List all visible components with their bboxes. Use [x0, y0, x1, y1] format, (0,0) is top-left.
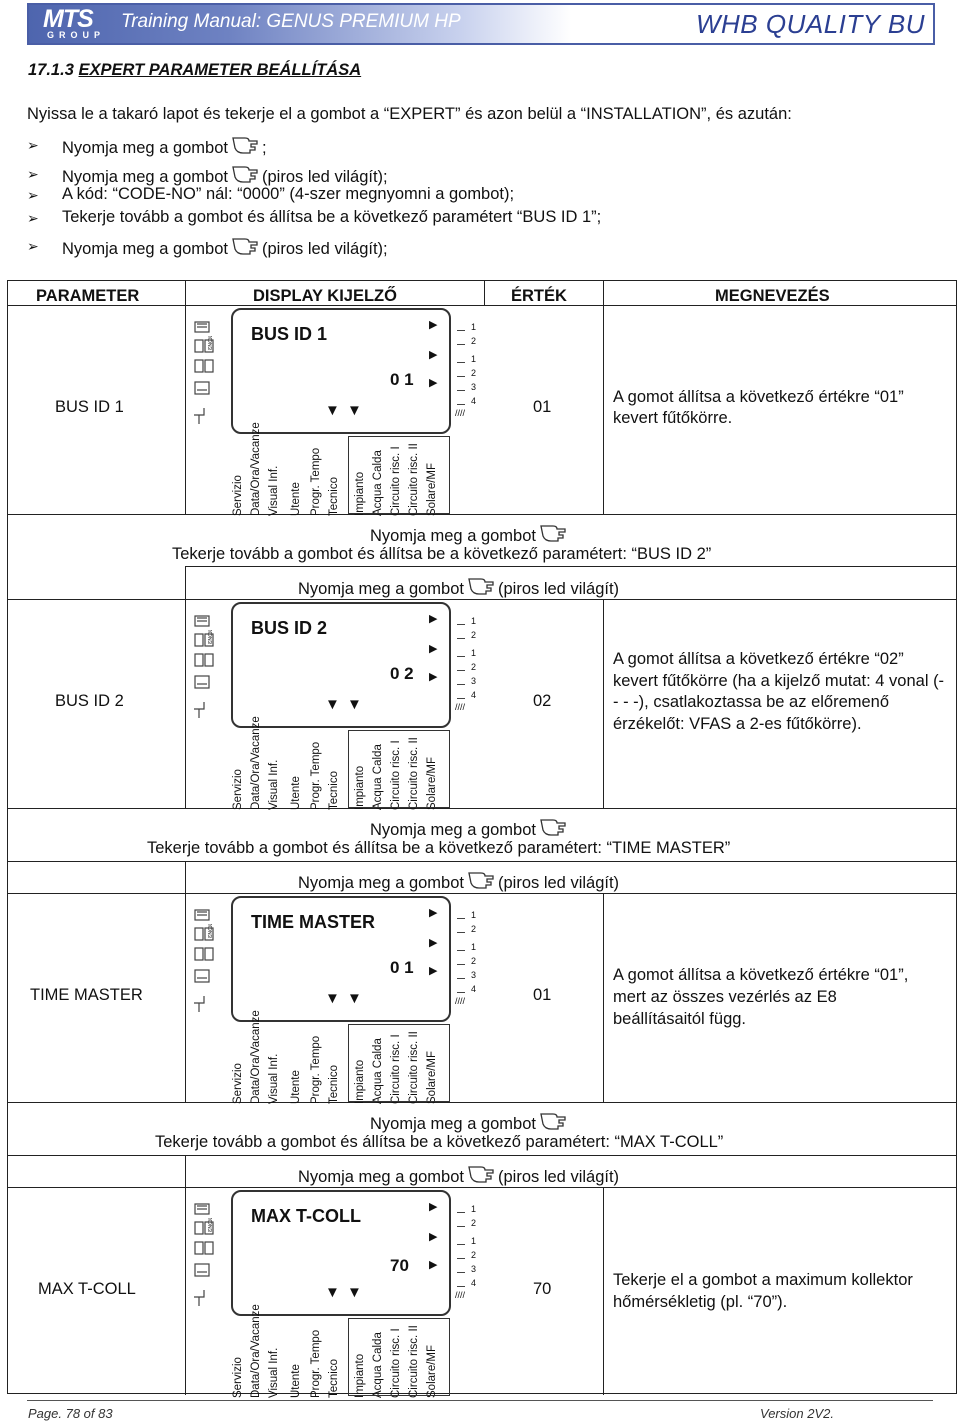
lcd-title: BUS ID 2 [251, 618, 328, 638]
menu-label: Progr. Tempo [310, 1329, 322, 1398]
indicator-label: 4 [471, 1278, 477, 1288]
svg-text:ɛɴɷɩ: ɛɴɷɩ [207, 923, 214, 938]
menu-label: Utente [290, 1070, 302, 1104]
indicator-mark [457, 324, 465, 331]
indicator-label: 3 [471, 676, 477, 686]
menu-label: Acqua Calda [372, 1332, 384, 1398]
panel-left-icons [192, 908, 222, 1018]
down-triangle-icon: ▼ [325, 990, 340, 1007]
menu-label: Solare/MF [426, 462, 438, 516]
menu-label: Data/Ora/Vacanze [250, 1010, 262, 1104]
menu-label: Tecnico [328, 771, 340, 810]
bullet-icon: ➢ [27, 238, 39, 254]
indicator-mark [457, 692, 465, 699]
indicator-mark [457, 384, 465, 391]
section-heading [28, 61, 361, 80]
down-triangle-icon: ▼ [347, 696, 362, 713]
bullet-icon: ➢ [27, 210, 39, 226]
footer-rule [27, 1400, 933, 1401]
bullet-icon: ➢ [27, 166, 39, 182]
menu-label: Solare/MF [426, 1344, 438, 1398]
indicator-mark [457, 1220, 465, 1227]
lcd-screen [231, 602, 451, 728]
lcd-title: BUS ID 1 [251, 324, 328, 344]
indicator-mark [457, 1266, 465, 1273]
panel-right-indicators [451, 902, 485, 1012]
menu-label: Acqua Calda [372, 1038, 384, 1104]
menu-label: Tecnico [328, 477, 340, 516]
footer-version: Version 2V2. [760, 1406, 834, 1421]
hand-press-icon [539, 1111, 567, 1133]
lcd-value: 0 1 [390, 370, 414, 389]
indicator-mark [457, 1206, 465, 1213]
menu-label: Acqua Calda [372, 450, 384, 516]
instruction-press: Nyomja meg a gombot [370, 1111, 570, 1134]
down-triangle-icon: ▼ [325, 696, 340, 713]
indicator-mark [457, 972, 465, 979]
right-arrow-icon: ▶ [429, 319, 438, 331]
menu-label: Impianto [354, 471, 366, 516]
display-panel [188, 306, 488, 516]
hatch-icon: //// [455, 996, 466, 1006]
indicator-label: 3 [471, 970, 477, 980]
menu-label: Circuito risc. II [408, 443, 420, 516]
right-arrow-icon: ▶ [429, 937, 438, 949]
right-arrow-icon: ▶ [429, 643, 438, 655]
col-header-description: MEGNEVEZÉS [715, 287, 830, 305]
down-triangle-icon: ▼ [347, 1284, 362, 1301]
menu-label: Tecnico [328, 1359, 340, 1398]
lcd-screen [231, 896, 451, 1022]
menu-label: Data/Ora/Vacanze [250, 716, 262, 810]
instruction-press: Nyomja meg a gombot [370, 817, 570, 840]
instruction-turn: Tekerje tovább a gombot és állítsa be a következő paramétert: “BUS ID 2” [172, 545, 712, 563]
menu-frame [348, 436, 450, 514]
indicator-mark [457, 926, 465, 933]
instruction-press-led: Nyomja meg a gombot (piros led világít) [298, 1164, 619, 1187]
indicator-label: 3 [471, 382, 477, 392]
indicator-label: 4 [471, 690, 477, 700]
menu-label: Circuito risc. II [408, 737, 420, 810]
param-value: 02 [533, 692, 552, 710]
menu-label: Utente [290, 1364, 302, 1398]
indicator-label: 1 [471, 942, 477, 952]
param-name: BUS ID 2 [55, 692, 124, 710]
col-header-parameter: PARAMETER [36, 287, 140, 305]
param-value: 70 [533, 1280, 552, 1298]
menu-label: Servizio [232, 1063, 244, 1104]
menu-label: Circuito risc. II [408, 1031, 420, 1104]
param-name: BUS ID 1 [55, 398, 124, 416]
hatch-icon: //// [455, 702, 466, 712]
col-header-value: ÉRTÉK [511, 287, 567, 305]
svg-text:ɛɴɷɩ: ɛɴɷɩ [207, 629, 214, 644]
hand-press-icon [467, 576, 495, 598]
param-description: A gomot állítsa a következő értékre “01”, mert az összes vezérlés az E8 beállításaitól függ. [613, 966, 909, 1028]
panel-right-indicators [451, 1196, 485, 1306]
bullet-icon: ➢ [27, 187, 39, 203]
menu-label: Utente [290, 776, 302, 810]
menu-label: Circuito risc. I [390, 446, 402, 516]
lcd-value: 0 2 [390, 664, 414, 683]
indicator-label: 1 [471, 1204, 477, 1214]
indicator-mark [457, 398, 465, 405]
hand-press-icon [467, 870, 495, 892]
lcd-value: 70 [390, 1256, 409, 1275]
indicator-label: 2 [471, 1218, 477, 1228]
menu-label: Progr. Tempo [310, 741, 322, 810]
menu-label: Progr. Tempo [310, 1035, 322, 1104]
section-title: EXPERT PARAMETER BEÁLLÍTÁSA [78, 61, 362, 79]
indicator-label: 1 [471, 322, 477, 332]
svg-text:ɛɴɷɩ: ɛɴɷɩ [207, 1217, 214, 1232]
header-title: Training Manual: GENUS PREMIUM HP [121, 11, 461, 32]
indicator-mark [457, 618, 465, 625]
footer-page-number: Page. 78 of 83 [28, 1406, 113, 1421]
menu-label: Visual Inf. [268, 465, 280, 516]
param-description: A gomot állítsa a következő értékre “01” kevert fűtőkörre. [613, 388, 904, 427]
menu-label: Data/Ora/Vacanze [250, 422, 262, 516]
indicator-mark [457, 912, 465, 919]
display-panel [188, 894, 488, 1104]
menu-label: Solare/MF [426, 1050, 438, 1104]
indicator-label: 1 [471, 1236, 477, 1246]
indicator-mark [457, 1280, 465, 1287]
right-arrow-icon: ▶ [429, 377, 438, 389]
lcd-screen [231, 308, 451, 434]
hand-press-icon [231, 164, 259, 186]
indicator-label: 3 [471, 1264, 477, 1274]
menu-label: Visual Inf. [268, 1347, 280, 1398]
indicator-mark [457, 338, 465, 345]
lcd-screen [231, 1190, 451, 1316]
menu-label: Servizio [232, 769, 244, 810]
indicator-label: 4 [471, 984, 477, 994]
right-arrow-icon: ▶ [429, 349, 438, 361]
bullet-icon: ➢ [27, 137, 39, 153]
down-triangle-icon: ▼ [347, 402, 362, 419]
step-1: Nyomja meg a gombot ; [62, 135, 267, 158]
right-arrow-icon: ▶ [429, 965, 438, 977]
right-arrow-icon: ▶ [429, 1259, 438, 1271]
param-description: A gomot állítsa a következő értékre “02” kevert fűtőkörre (ha a kijelző mutat: 4 vonal (- - - -), csatlakoztassa be az előremenő érzékelőt: VFAS a 2-es fűtőkörre). [613, 650, 945, 733]
menu-frame [348, 730, 450, 808]
step-3: A kód: “CODE-NO” nál: “0000” (4-szer megnyomni a gombot); [62, 185, 515, 203]
indicator-label: 1 [471, 616, 477, 626]
instruction-press-led: Nyomja meg a gombot (piros led világít) [298, 576, 619, 599]
hatch-icon: //// [455, 408, 466, 418]
instruction-press: Nyomja meg a gombot [370, 523, 570, 546]
indicator-mark [457, 944, 465, 951]
hand-press-icon [539, 523, 567, 545]
right-arrow-icon: ▶ [429, 907, 438, 919]
indicator-label: 2 [471, 1250, 477, 1260]
down-triangle-icon: ▼ [325, 402, 340, 419]
indicator-label: 2 [471, 956, 477, 966]
menu-label: Progr. Tempo [310, 447, 322, 516]
indicator-mark [457, 1238, 465, 1245]
col-header-display: DISPLAY KIJELZŐ [253, 287, 397, 305]
right-arrow-icon: ▶ [429, 1231, 438, 1243]
menu-label: Circuito risc. II [408, 1325, 420, 1398]
down-triangle-icon: ▼ [347, 990, 362, 1007]
svg-text:ɛɴɷɩ: ɛɴɷɩ [207, 335, 214, 350]
indicator-label: 1 [471, 910, 477, 920]
indicator-label: 1 [471, 648, 477, 658]
menu-label: Solare/MF [426, 756, 438, 810]
instruction-press-led: Nyomja meg a gombot (piros led világít) [298, 870, 619, 893]
right-arrow-icon: ▶ [429, 1201, 438, 1213]
panel-left-icons [192, 1202, 222, 1312]
hatch-icon: //// [455, 1290, 466, 1300]
step-4: Tekerje tovább a gombot és állítsa be a következő paramétert “BUS ID 1”; [62, 208, 602, 226]
indicator-label: 4 [471, 396, 477, 406]
right-arrow-icon: ▶ [429, 671, 438, 683]
step-5: Nyomja meg a gombot (piros led világít); [62, 236, 388, 259]
param-value: 01 [533, 398, 552, 416]
hand-press-icon [467, 1164, 495, 1186]
lcd-title: MAX T-COLL [251, 1206, 361, 1226]
lcd-value: 0 1 [390, 958, 414, 977]
menu-label: Impianto [354, 1059, 366, 1104]
panel-right-indicators [451, 314, 485, 424]
page-header [27, 3, 935, 45]
menu-label: Impianto [354, 765, 366, 810]
indicator-mark [457, 678, 465, 685]
display-panel [188, 1188, 488, 1398]
menu-label: Tecnico [328, 1065, 340, 1104]
company-logo: MTS GROUP [43, 5, 106, 40]
lcd-title: TIME MASTER [251, 912, 375, 932]
panel-left-icons [192, 320, 222, 430]
menu-label: Circuito risc. I [390, 740, 402, 810]
menu-label: Servizio [232, 1357, 244, 1398]
indicator-mark [457, 370, 465, 377]
panel-left-icons [192, 614, 222, 724]
instruction-turn: Tekerje tovább a gombot és állítsa be a következő paramétert: “TIME MASTER” [147, 839, 731, 857]
hand-press-icon [231, 135, 259, 157]
menu-frame [348, 1024, 450, 1102]
menu-label: Visual Inf. [268, 1053, 280, 1104]
down-triangle-icon: ▼ [325, 1284, 340, 1301]
indicator-mark [457, 632, 465, 639]
param-value: 01 [533, 986, 552, 1004]
menu-label: Circuito risc. I [390, 1034, 402, 1104]
menu-label: Utente [290, 482, 302, 516]
menu-label: Circuito risc. I [390, 1328, 402, 1398]
menu-frame [348, 1318, 450, 1396]
indicator-label: 2 [471, 368, 477, 378]
intro-text: Nyissa le a takaró lapot és tekerje el a gombot a “EXPERT” és azon belül a “INSTALLATION”, és azután: [27, 105, 792, 123]
instruction-turn: Tekerje tovább a gombot és állítsa be a következő paramétert: “MAX T-COLL” [155, 1133, 724, 1151]
indicator-mark [457, 958, 465, 965]
hand-press-icon [231, 236, 259, 258]
section-number: 17.1.3 [28, 61, 74, 79]
indicator-label: 2 [471, 924, 477, 934]
menu-label: Servizio [232, 475, 244, 516]
indicator-mark [457, 664, 465, 671]
menu-label: Data/Ora/Vacanze [250, 1304, 262, 1398]
step-2: Nyomja meg a gombot (piros led világít); [62, 164, 388, 187]
display-panel [188, 600, 488, 810]
indicator-mark [457, 1252, 465, 1259]
param-name: TIME MASTER [30, 986, 143, 1004]
indicator-mark [457, 356, 465, 363]
param-name: MAX T-COLL [38, 1280, 136, 1298]
indicator-mark [457, 650, 465, 657]
indicator-label: 2 [471, 662, 477, 672]
header-right-title: WHB QUALITY BU [695, 9, 925, 39]
indicator-mark [457, 986, 465, 993]
menu-label: Visual Inf. [268, 759, 280, 810]
menu-label: Acqua Calda [372, 744, 384, 810]
indicator-label: 2 [471, 336, 477, 346]
param-description: Tekerje el a gombot a maximum kollektor hőmérsékletig (pl. “70”). [613, 1271, 913, 1311]
hand-press-icon [539, 817, 567, 839]
right-arrow-icon: ▶ [429, 613, 438, 625]
panel-right-indicators [451, 608, 485, 718]
menu-label: Impianto [354, 1353, 366, 1398]
indicator-label: 2 [471, 630, 477, 640]
indicator-label: 1 [471, 354, 477, 364]
